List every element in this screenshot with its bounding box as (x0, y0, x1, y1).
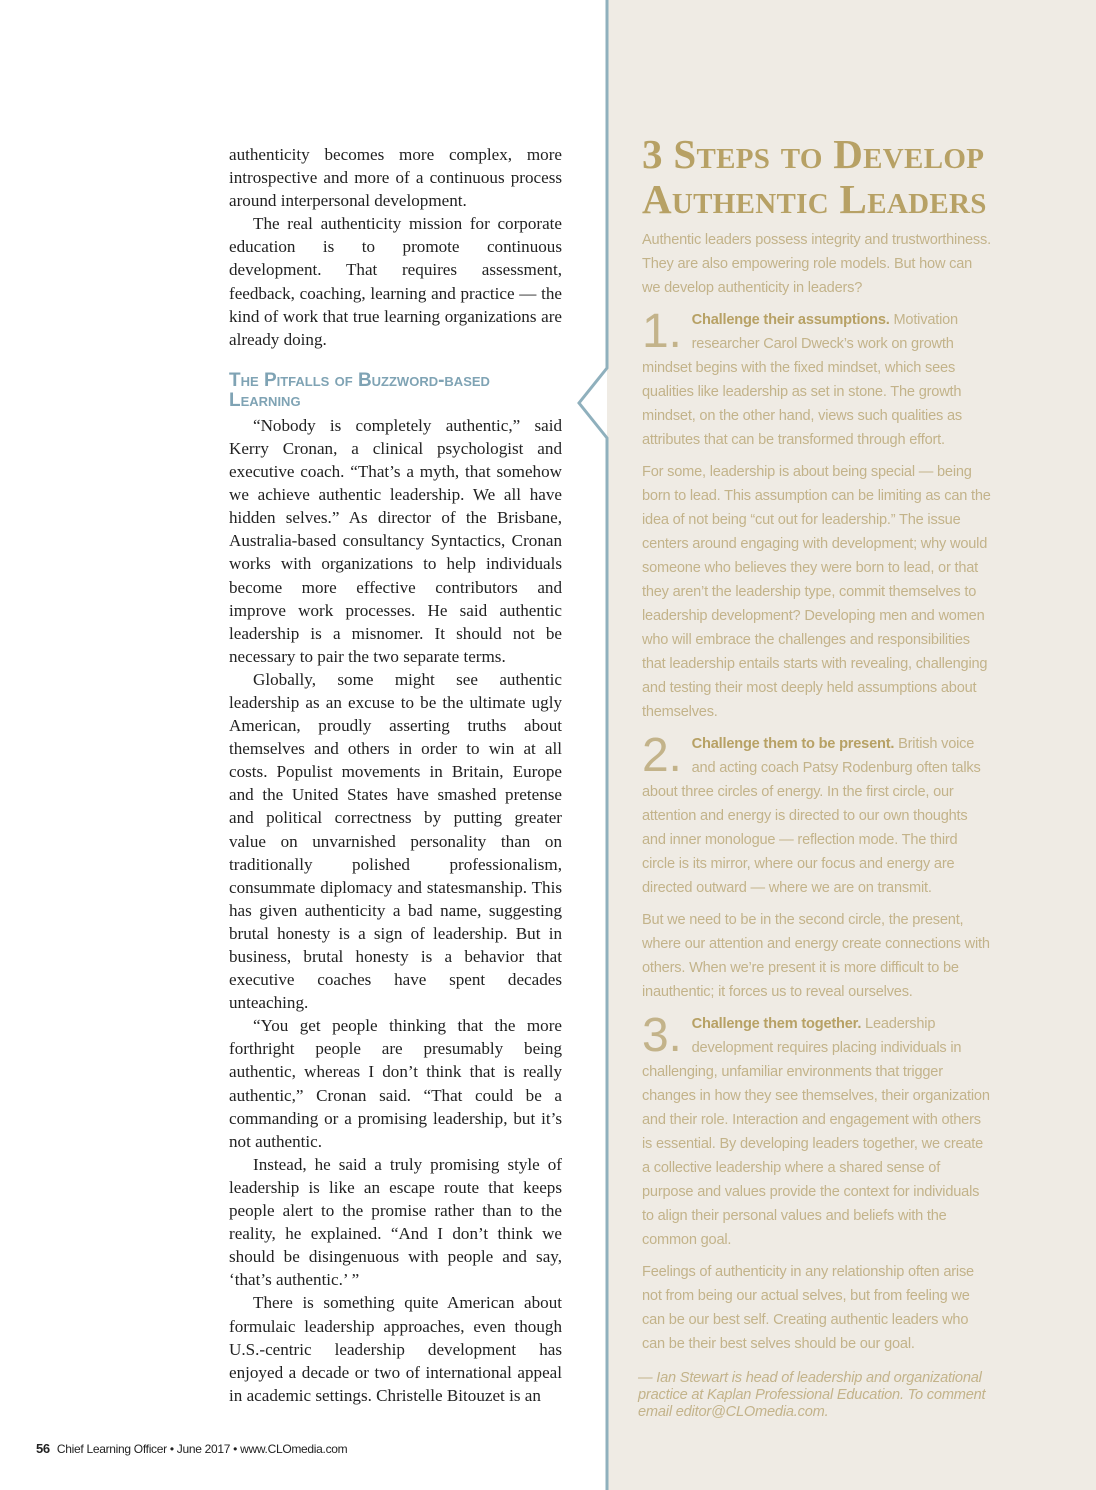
section-heading: The Pitfalls of Buzzword-based Learning (229, 369, 490, 411)
footer-text: Chief Learning Officer • June 2017 • www.CLOmedia.com (56, 1442, 348, 1456)
step-text: Leadership development requires placing individuals in challenging, unfamiliar environments that trigger changes in how they see themselves, their organization and their role. Interaction and engagement with others is essential. By developing leaders together, we create a collective leadership where a shared sense of purpose and values provide the context for individuals to align their personal values and beliefs with the common goal. (642, 1016, 990, 1248)
step-number: 2. (642, 729, 682, 782)
step-extra-paragraph: For some, leadership is about being special — being born to lead. This assumption can be limiting as can the idea of not being “cut out for leadership.” The issue centers around engaging with development; why would someone who believes they were born to lead, or that they aren’t the leadership type, commit themselves to leadership development? Developing men and women who will embrace the challenges and responsibilities that leadership entails starts with revealing, challenging and testing their most deeply held assumptions about themselves. (642, 464, 991, 720)
article-paragraph: “You get people thinking that the more forthright people are presumably being authentic, whereas I don’t think that is really authentic,” Cronan said. “That could be a commanding or a promising leadership, but it’s not authentic. (229, 1016, 562, 1151)
article-paragraph: The real authenticity mission for corporate education is to promote continuous development. That requires assessment, feedback, coaching, learning and practice — the kind of work that true learning organizations are already doing. (229, 214, 562, 349)
step-extra-paragraph: But we need to be in the second circle, the present, where our attention and energy create connections with others. When we’re present it is more difficult to be inauthentic; it forces us to reveal ourselves. (642, 912, 990, 1000)
page-footer (36, 1441, 347, 1456)
sidebar-title: 3 Steps to Develop Authentic Leaders (642, 131, 987, 222)
sidebar-box (607, 0, 1096, 1490)
step-title: Challenge their assumptions. (691, 312, 890, 328)
step-number: 3. (642, 1009, 682, 1062)
step-1 (642, 305, 994, 452)
step-extra-paragraph: Feelings of authenticity in any relationship often arise not from being our actual selves, but from feeling we can be our best self. Creating authentic leaders who can be their best selves should be our goal. (642, 1264, 974, 1352)
sidebar-intro: Authentic leaders possess integrity and trustworthiness. They are also empowering role models. But how can we develop authenticity in leaders? (642, 232, 991, 296)
step-number: 1. (642, 305, 682, 358)
article-paragraph: “Nobody is completely authentic,” said Kerry Cronan, a clinical psychologist and executive coach. “That’s a myth, that somehow we achieve authentic leadership. We all have hidden selves.” As director of the Brisbane, Australia-based consultancy Syntactics, Cronan works with organizations to help individuals become more effective contributors and improve work processes. He said authentic leadership is a misnomer. It should not be necessary to pair the two separate terms. (229, 415, 562, 666)
step-2 (642, 729, 994, 900)
article-paragraph: authenticity becomes more complex, more introspective and more of a continuous process around interpersonal development. (229, 145, 562, 211)
author-byline: — Ian Stewart is head of leadership and organizational practice at Kaplan Professional Education. To comment email editor@CLOmedia.com. (638, 1370, 986, 1420)
step-title: Challenge them together. (691, 1016, 862, 1032)
step-3 (642, 1009, 994, 1252)
main-article-column (229, 143, 562, 1407)
step-title: Challenge them to be present. (691, 736, 895, 752)
page-number: 56 (36, 1441, 50, 1456)
sidebar-content (638, 131, 994, 1429)
step-text: Motivation researcher Carol Dweck’s work on growth mindset begins with the fixed mindset, which sees qualities like leadership as set in stone. The growth mindset, on the other hand, views such qualities as attributes that can be transformed through effort. (642, 312, 962, 448)
article-paragraph: There is something quite American about formulaic leadership approaches, even though U.S.-centric leadership development has enjoyed a decade or two of international appeal in academic settings. Christelle Bitouzet is an (229, 1293, 562, 1405)
sidebar-divider-arrow (607, 0, 617, 1490)
article-paragraph: Globally, some might see authentic leadership as an excuse to be the ultimate ugly American, proudly asserting truths about themselves and others in order to win at all costs. Populist movements in Britain, Europe and the United States have smashed pretense and political correctness by putting greater value on unvarnished personality than on traditionally polished professionalism, consummate diplomacy and statesmanship. This has given authenticity a bad name, suggesting brutal honesty is a sign of leadership. But in business, brutal honesty is a behavior that executive coaches have spent decades unteaching. (229, 669, 562, 1013)
step-text: British voice and acting coach Patsy Rodenburg often talks about three circles of energy. In the first circle, our attention and energy is directed to our own thoughts and inner monologue — reflection mode. The third circle is its mirror, where our focus and energy are directed outward — where we are on transmit. (642, 736, 981, 896)
article-paragraph: Instead, he said a truly promising style of leadership is like an escape route that keeps people alert to the promise rather than to the reality, he explained. “And I don’t think we should be disingenuous with people and say, ‘that’s authentic.’ ” (229, 1154, 562, 1290)
